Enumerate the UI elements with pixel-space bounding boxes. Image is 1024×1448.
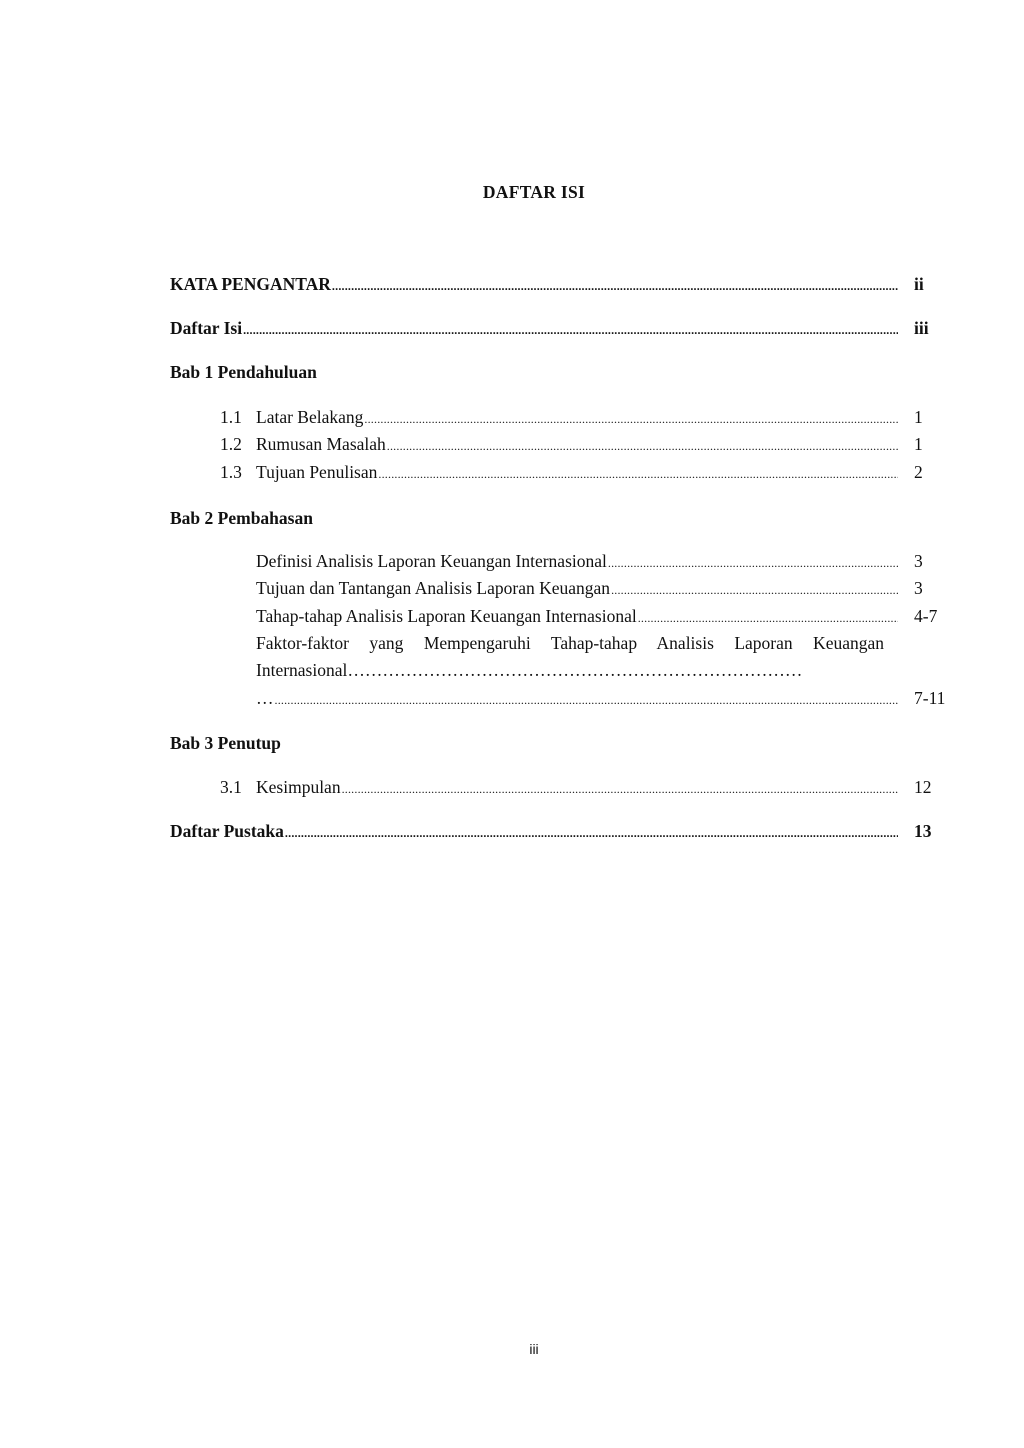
toc-page-number: 3 bbox=[914, 578, 923, 598]
toc-entry-label: KATA PENGANTAR bbox=[170, 274, 331, 294]
chapter-heading-bab-2: Bab 2 Pembahasan bbox=[170, 508, 313, 528]
toc-entry-label: Daftar Pustaka bbox=[170, 821, 284, 841]
dot-leader bbox=[610, 578, 898, 602]
toc-entry-faktor-line-2[interactable]: Internasional…………………………………………………………………… bbox=[256, 660, 803, 680]
dot-leader bbox=[377, 462, 898, 486]
section-number: 1.2 bbox=[220, 434, 242, 454]
section-number: 3.1 bbox=[220, 777, 242, 797]
page-title: DAFTAR ISI bbox=[482, 182, 586, 202]
dot-leader bbox=[331, 274, 898, 298]
dot-leader bbox=[284, 821, 898, 845]
toc-entry-label: Tahap-tahap Analisis Laporan Keuangan Internasional bbox=[256, 606, 637, 626]
chapter-heading-bab-3: Bab 3 Penutup bbox=[170, 733, 281, 753]
footer-page-number: iii bbox=[529, 1341, 539, 1357]
toc-entry-definisi[interactable] bbox=[256, 549, 898, 573]
toc-page-number: 3 bbox=[914, 551, 923, 571]
toc-page-number: 1 bbox=[914, 407, 923, 427]
dot-leader bbox=[341, 777, 898, 801]
toc-entry-label: Tujuan dan Tantangan Analisis Laporan Keuangan bbox=[256, 578, 611, 598]
toc-page-number: 2 bbox=[914, 462, 923, 482]
chapter-heading-bab-1: Bab 1 Pendahuluan bbox=[170, 362, 317, 382]
toc-entry-faktor-line-1[interactable]: Faktor-faktor yang Mempengaruhi Tahap-tahap Analisis Laporan Keuangan bbox=[256, 633, 884, 653]
toc-entry-label: Definisi Analisis Laporan Keuangan Internasional bbox=[256, 551, 607, 571]
toc-entry-faktor-line-3[interactable] bbox=[256, 686, 898, 710]
toc-page-number: 12 bbox=[914, 777, 932, 797]
dot-leader bbox=[363, 407, 898, 431]
toc-entry-kata-pengantar[interactable] bbox=[170, 272, 898, 296]
toc-entry-tujuan-tantangan[interactable] bbox=[256, 576, 898, 600]
toc-entry-label: Tujuan Penulisan bbox=[256, 462, 378, 482]
toc-page-number: 13 bbox=[914, 821, 932, 841]
toc-page-number: 4-7 bbox=[914, 606, 938, 626]
toc-entry-label: Rumusan Masalah bbox=[256, 434, 386, 454]
section-number: 1.1 bbox=[220, 407, 242, 427]
toc-page-number: ii bbox=[914, 274, 924, 294]
dot-leader bbox=[242, 318, 898, 342]
toc-entry-1-1[interactable] bbox=[220, 405, 898, 429]
dot-leader bbox=[274, 688, 899, 712]
toc-entry-label: Latar Belakang bbox=[256, 407, 364, 427]
toc-entry-label: … bbox=[256, 688, 274, 708]
toc-entry-daftar-isi[interactable] bbox=[170, 316, 898, 340]
toc-entry-1-2[interactable] bbox=[220, 432, 898, 456]
section-number: 1.3 bbox=[220, 462, 242, 482]
toc-entry-label: Kesimpulan bbox=[256, 777, 341, 797]
toc-page-number: 7-11 bbox=[914, 688, 946, 708]
toc-entry-label: Daftar Isi bbox=[170, 318, 243, 338]
toc-page-number: 1 bbox=[914, 434, 923, 454]
dot-leader bbox=[607, 551, 898, 575]
toc-page-number: iii bbox=[914, 318, 929, 338]
dot-leader bbox=[637, 606, 898, 630]
toc-entry-daftar-pustaka[interactable] bbox=[170, 819, 898, 843]
dot-leader bbox=[386, 434, 898, 458]
toc-entry-tahap-tahap[interactable] bbox=[256, 604, 898, 628]
toc-entry-3-1[interactable] bbox=[220, 775, 898, 799]
toc-entry-1-3[interactable] bbox=[220, 460, 898, 484]
